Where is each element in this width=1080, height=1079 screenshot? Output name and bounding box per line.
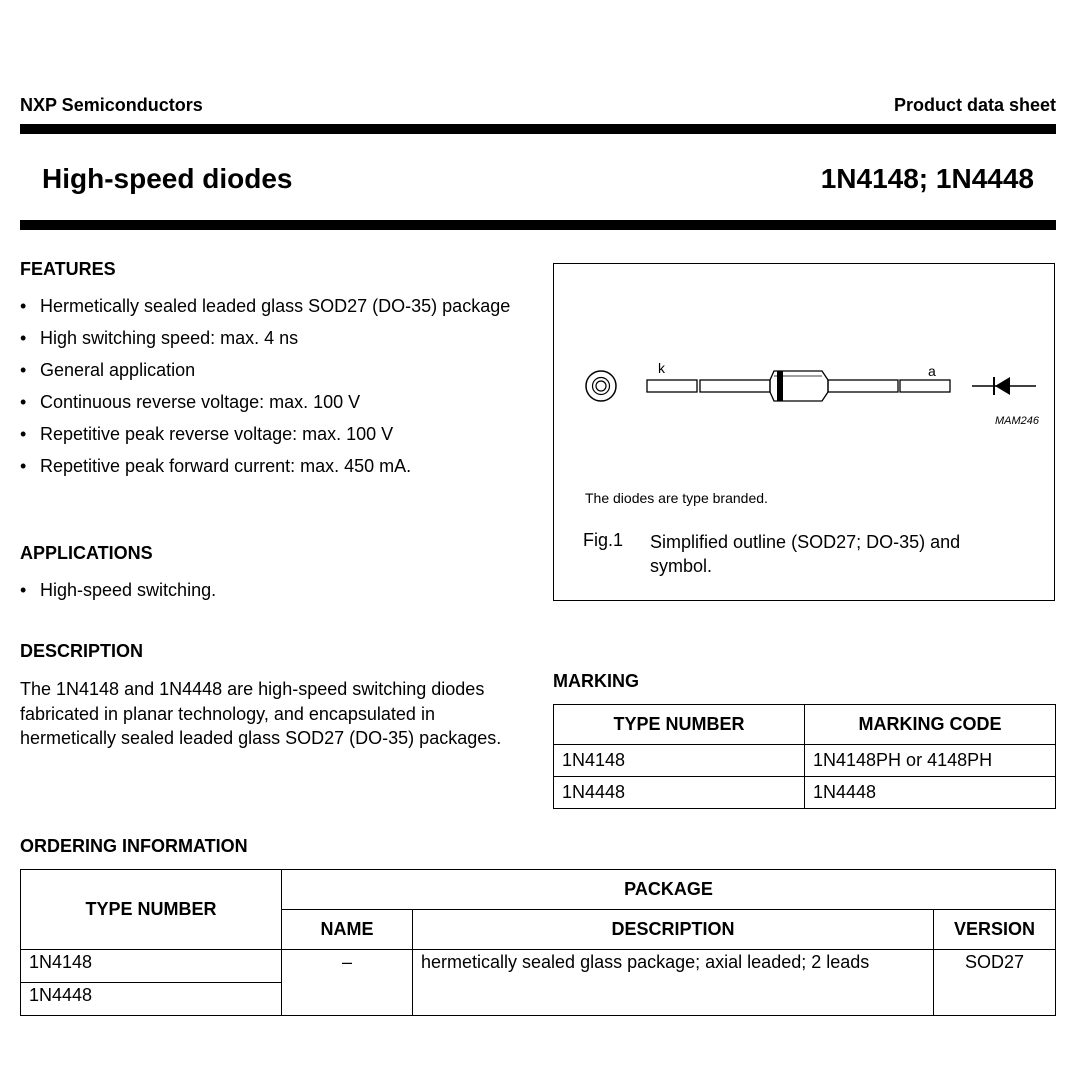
part-numbers: 1N4148; 1N4448 <box>820 163 1034 194</box>
figure-code: MAM246 <box>994 415 1039 427</box>
table-header-row <box>21 870 1056 910</box>
header-rule-top <box>20 124 1056 134</box>
table-cell: SOD27 <box>934 950 1056 1016</box>
description-text: The 1N4148 and 1N4448 are high-speed switching diodes fabricated in planar technology, and encapsulated in hermetically sealed leaded glass SOD27 (DO-35) packages. <box>20 679 502 748</box>
table-cell: – <box>282 950 413 1016</box>
table-cell: 1N4148 <box>554 745 805 777</box>
diode-body-icon <box>647 371 950 401</box>
table-cell: 1N4448 <box>21 983 282 1016</box>
table-row <box>554 777 1056 809</box>
applications-list <box>20 578 520 610</box>
table-cell: 1N4148PH or 4148PH <box>805 745 1056 777</box>
diode-symbol-icon <box>972 377 1036 395</box>
features-heading: FEATURES <box>20 259 116 279</box>
figure-note: The diodes are type branded. <box>585 490 768 506</box>
anode-label: a <box>928 363 936 379</box>
marking-table <box>553 704 1056 809</box>
column-header: PACKAGE <box>282 870 1056 910</box>
column-header: TYPE NUMBER <box>21 870 282 950</box>
feature-item: • Hermetically sealed leaded glass SOD27 (DO-35) package <box>20 294 520 318</box>
column-header: VERSION <box>934 910 1056 950</box>
column-header: TYPE NUMBER <box>554 705 805 745</box>
column-header: NAME <box>282 910 413 950</box>
page-title: High-speed diodes <box>42 163 293 194</box>
application-item: • High-speed switching. <box>20 578 520 602</box>
table-cell: 1N4448 <box>554 777 805 809</box>
ordering-heading: ORDERING INFORMATION <box>20 836 248 856</box>
table-cell: 1N4448 <box>805 777 1056 809</box>
feature-item: • High switching speed: max. 4 ns <box>20 326 520 350</box>
column-header: DESCRIPTION <box>413 910 934 950</box>
company-name: NXP Semiconductors <box>20 95 203 115</box>
feature-item: • Continuous reverse voltage: max. 100 V <box>20 390 520 414</box>
marking-heading: MARKING <box>553 671 639 691</box>
table-header-row <box>554 705 1056 745</box>
cathode-label: k <box>658 360 665 376</box>
figure-caption: Simplified outline (SOD27; DO-35) and symbol. <box>650 532 961 576</box>
features-list <box>20 294 520 486</box>
document-type: Product data sheet <box>893 95 1056 115</box>
column-header: MARKING CODE <box>805 705 1056 745</box>
applications-heading: APPLICATIONS <box>20 543 153 563</box>
table-row <box>21 950 1056 983</box>
table-row <box>554 745 1056 777</box>
feature-item: • General application <box>20 358 520 382</box>
end-view-icon <box>586 371 616 401</box>
table-cell: hermetically sealed glass package; axial leaded; 2 leads <box>413 950 934 1016</box>
table-cell: 1N4148 <box>21 950 282 983</box>
figure-box <box>553 263 1055 601</box>
ordering-table <box>20 869 1056 1016</box>
figure-number: Fig.1 <box>583 530 624 550</box>
feature-item: • Repetitive peak forward current: max. 450 mA. <box>20 454 520 478</box>
header-rule-bottom <box>20 220 1056 230</box>
description-heading: DESCRIPTION <box>20 641 144 661</box>
feature-item: • Repetitive peak reverse voltage: max. 100 V <box>20 422 520 446</box>
